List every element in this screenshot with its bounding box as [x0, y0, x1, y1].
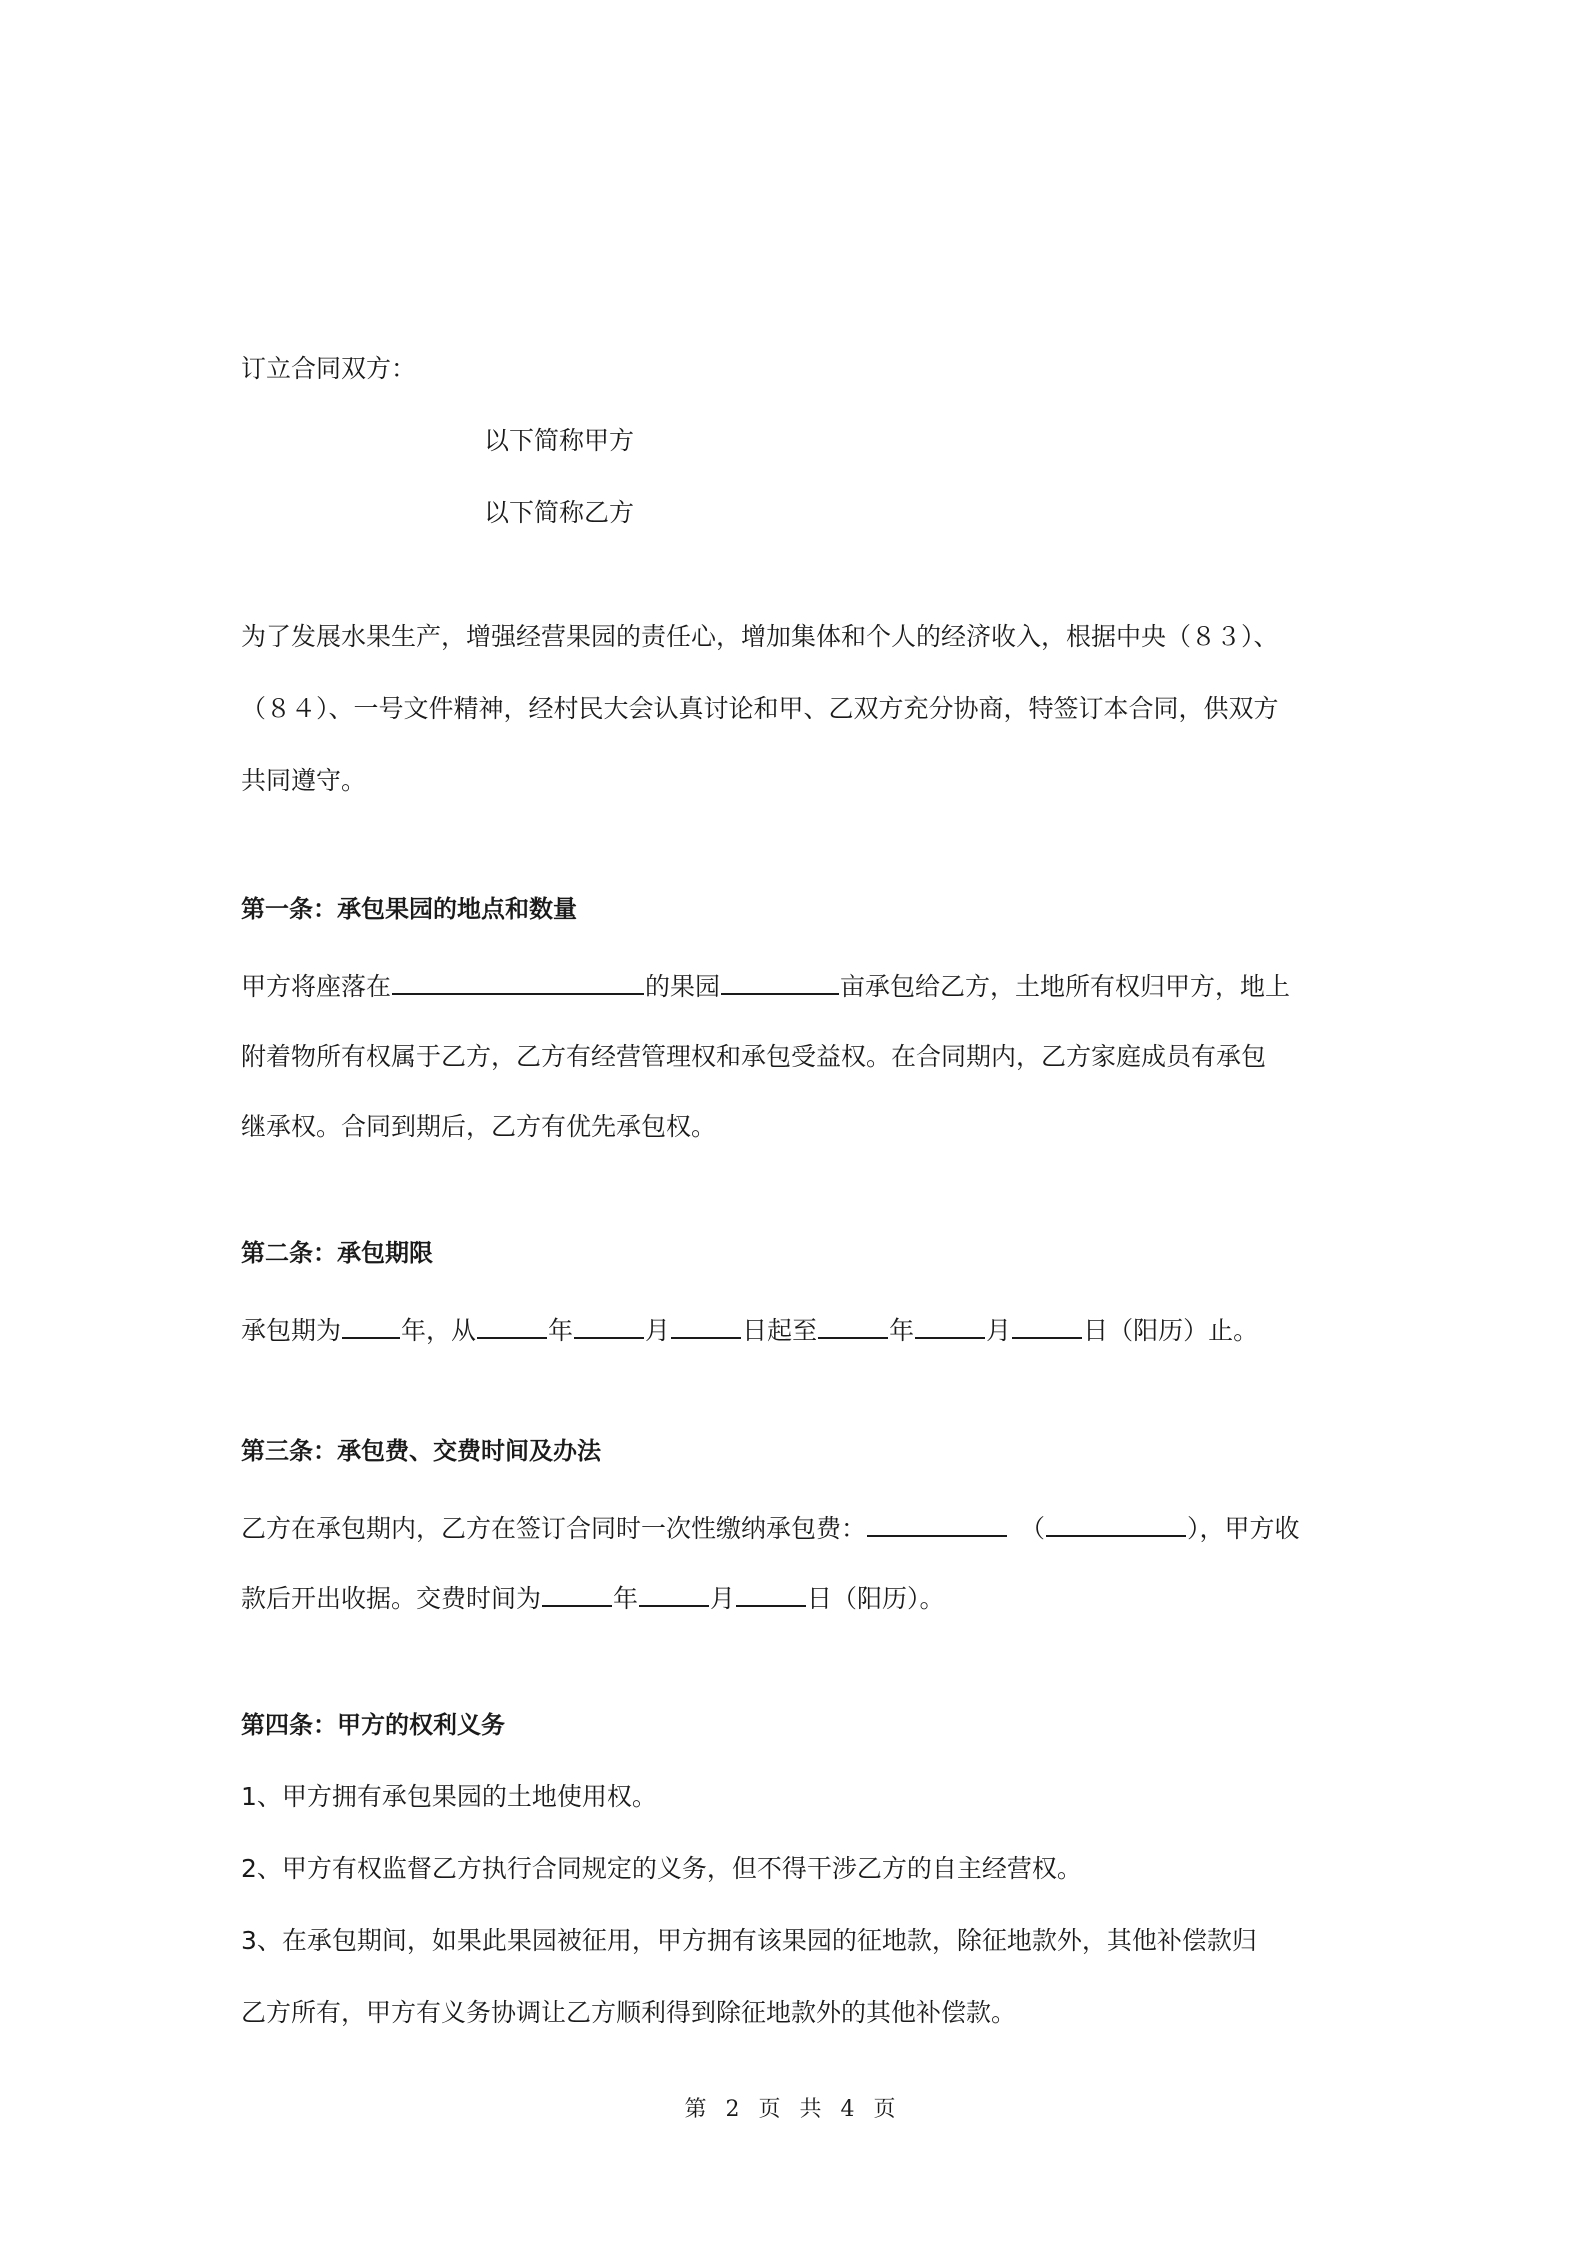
- article3-text-e: 年: [613, 1584, 639, 1613]
- start-month-blank[interactable]: [574, 1315, 644, 1339]
- article3-line-1: [241, 1512, 1356, 1546]
- page-footer: 第 2 页 共 4 页: [684, 2097, 902, 2122]
- article1-line-1: [241, 970, 1356, 1004]
- pay-month-blank[interactable]: [639, 1583, 709, 1607]
- term-years-blank[interactable]: [342, 1315, 400, 1339]
- article3-text-b: （: [1020, 1514, 1046, 1543]
- party-b-line: 以下简称乙方: [484, 498, 635, 527]
- article1-text-b: 的果园: [645, 972, 721, 1001]
- pay-day-blank[interactable]: [736, 1583, 806, 1607]
- article3-line-2: [241, 1582, 1356, 1616]
- article2-text-8: 日（阳历）止。: [1083, 1316, 1259, 1345]
- article2-text-2: 年，从: [401, 1316, 477, 1345]
- preamble-line-1: 为了发展水果生产，增强经营果园的责任心，增加集体和个人的经济收入，根据中央（８３）、: [241, 622, 1279, 651]
- location-blank[interactable]: [392, 971, 644, 995]
- preamble-line-2: （８４）、一号文件精神，经村民大会认真讨论和甲、乙双方充分协商，特签订本合同，供双方: [241, 694, 1279, 723]
- end-month-blank[interactable]: [915, 1315, 985, 1339]
- end-day-blank[interactable]: [1012, 1315, 1082, 1339]
- area-blank[interactable]: [721, 971, 839, 995]
- party-a-line: 以下简称甲方: [484, 426, 635, 455]
- preamble-line-3: 共同遵守。: [241, 766, 367, 795]
- start-day-blank[interactable]: [671, 1315, 741, 1339]
- article2-heading: 第二条：承包期限: [241, 1239, 433, 1267]
- article4-item-1: 1、甲方拥有承包果园的土地使用权。: [241, 1782, 657, 1811]
- parties-intro: 订立合同双方：: [241, 354, 417, 383]
- fee-amount-blank[interactable]: [867, 1513, 1007, 1537]
- article3-text-d: 款后开出收据。交费时间为: [241, 1584, 542, 1613]
- article1-line-2: 附着物所有权属于乙方，乙方有经营管理权和承包受益权。在合同期内，乙方家庭成员有承包: [241, 1042, 1267, 1071]
- article2-text-4: 月: [645, 1316, 671, 1345]
- article2-text-7: 月: [986, 1316, 1012, 1345]
- article3-text-a: 乙方在承包期内，乙方在签订合同时一次性缴纳承包费：: [241, 1514, 867, 1543]
- article2-text-6: 年: [889, 1316, 915, 1345]
- fee-amount-uppercase-blank[interactable]: [1046, 1513, 1186, 1537]
- pay-year-blank[interactable]: [542, 1583, 612, 1607]
- article1-text-c: 亩承包给乙方，土地所有权归甲方，地上: [840, 972, 1291, 1001]
- article4-heading: 第四条：甲方的权利义务: [241, 1711, 505, 1739]
- article2-text-1: 承包期为: [241, 1316, 342, 1345]
- article4-item-2: 2、甲方有权监督乙方执行合同规定的义务，但不得干涉乙方的自主经营权。: [241, 1854, 1082, 1883]
- article4-item-3-line-2: 乙方所有，甲方有义务协调让乙方顺利得到除征地款外的其他补偿款。: [241, 1998, 1017, 2027]
- article2-text-5: 日起至: [742, 1316, 818, 1345]
- article3-heading: 第三条：承包费、交费时间及办法: [241, 1437, 601, 1465]
- article1-heading: 第一条：承包果园的地点和数量: [241, 895, 577, 923]
- article3-text-g: 日（阳历）。: [807, 1584, 945, 1613]
- article1-line-3: 继承权。合同到期后，乙方有优先承包权。: [241, 1112, 717, 1141]
- article1-text-a: 甲方将座落在: [241, 972, 392, 1001]
- end-year-blank[interactable]: [818, 1315, 888, 1339]
- article4-item-3-line-1: 3、在承包期间，如果此果园被征用，甲方拥有该果园的征地款，除征地款外，其他补偿款归: [241, 1926, 1257, 1955]
- article2-line-1: [241, 1314, 1356, 1348]
- start-year-blank[interactable]: [477, 1315, 547, 1339]
- article3-text-f: 月: [710, 1584, 736, 1613]
- article3-text-c: ），甲方收: [1187, 1514, 1300, 1543]
- article2-text-3: 年: [548, 1316, 574, 1345]
